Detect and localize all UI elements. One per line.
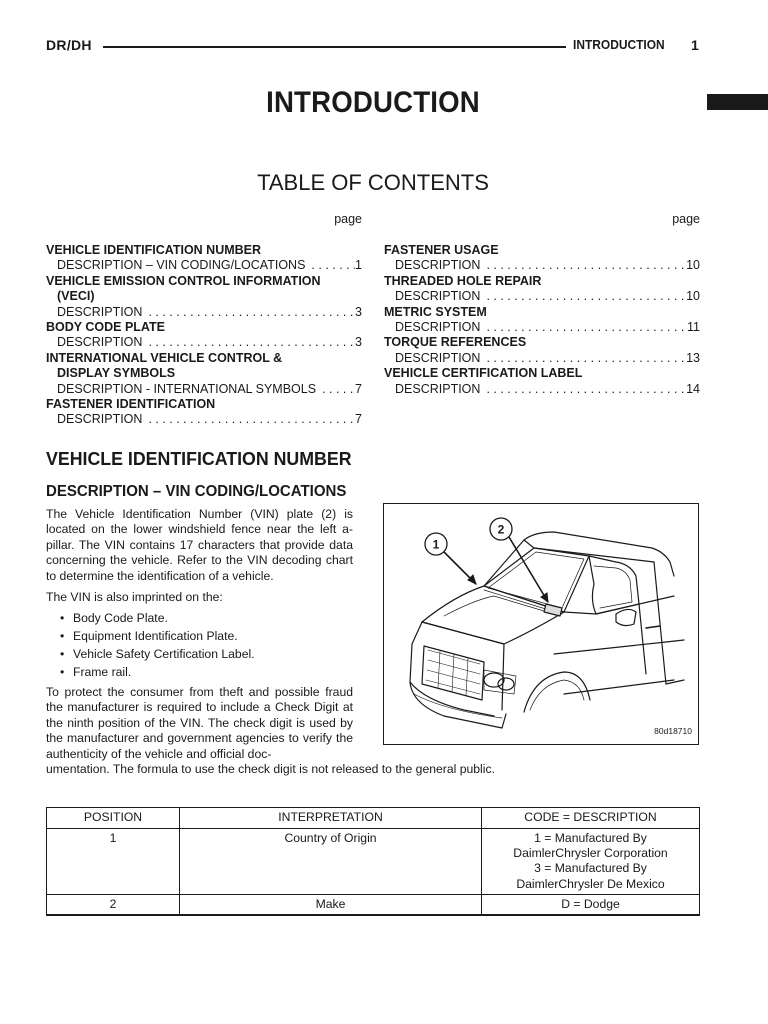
section-heading: VEHICLE IDENTIFICATION NUMBER [46, 448, 352, 469]
toc-heading: VEHICLE CERTIFICATION LABEL [384, 366, 583, 381]
toc-entry-label: DESCRIPTION [57, 304, 143, 319]
col-header-interpretation: INTERPRETATION [180, 808, 482, 829]
pickup-truck-illustration [384, 504, 700, 746]
code-line: 1 = Manufactured By [534, 831, 647, 845]
toc-entry-page: 14 [686, 381, 700, 396]
toc-heading: METRIC SYSTEM [384, 304, 487, 319]
toc-leader-dots [480, 382, 686, 397]
toc-heading: INTERNATIONAL VEHICLE CONTROL & [46, 350, 283, 365]
cell-position: 2 [47, 894, 180, 915]
toc-entry [46, 305, 362, 320]
toc-entry-label: DESCRIPTION [395, 289, 481, 304]
cell-interpretation: Country of Origin [180, 829, 482, 895]
toc-entry [384, 289, 700, 304]
toc-leader-dots [305, 258, 355, 273]
toc-leader-dots [316, 382, 355, 397]
toc-heading: (VECI) [57, 289, 95, 304]
toc-page-label: page [672, 212, 700, 226]
toc-entry-label: DESCRIPTION [395, 350, 481, 365]
toc-entry-label: DESCRIPTION – VIN CODING/LOCATIONS [57, 258, 306, 273]
toc-right-column [384, 212, 700, 397]
toc-entry-page: 11 [687, 320, 700, 335]
toc-leader-dots [142, 412, 355, 427]
toc-heading: THREADED HOLE REPAIR [384, 273, 542, 288]
header-section: INTRODUCTION [573, 37, 665, 52]
toc-leader-dots [480, 289, 686, 304]
code-line: D = Dodge [561, 896, 620, 911]
paragraph-check-digit-end: umentation. The formula to use the check digit is not released to the general public. [46, 762, 495, 776]
list-item: • Vehicle Safety Certification Label. [62, 645, 255, 663]
callout-2-label: 2 [497, 522, 505, 537]
toc-leader-dots [142, 305, 355, 320]
header-rule [103, 46, 566, 48]
cell-position: 1 [47, 829, 180, 895]
toc-entry-label: DESCRIPTION [395, 381, 481, 396]
toc-heading: FASTENER IDENTIFICATION [46, 397, 216, 412]
col-header-code: CODE = DESCRIPTION [482, 808, 700, 829]
figure-code: 80d18710 [654, 726, 692, 736]
paragraph-check-digit: To protect the consumer from theft and possible fraud the manufacturer is required to include a Check Digit at the ninth position of the VIN. The check digit is used by the manufacturer and government agencies to verify the authenticity of the vehicle and official doc- [46, 685, 353, 761]
subsection-heading: DESCRIPTION – VIN CODING/LOCATIONS [46, 483, 347, 500]
toc-entry-page: 3 [355, 335, 362, 350]
toc-title: TABLE OF CONTENTS [257, 170, 489, 195]
toc-heading: TORQUE REFERENCES [384, 335, 527, 350]
toc-page-label: page [334, 212, 362, 226]
table-row [47, 894, 700, 915]
paragraph-vin-imprinted: The VIN is also imprinted on the: [46, 590, 223, 604]
toc-entry [46, 335, 362, 350]
toc-entry [384, 258, 700, 273]
truck-figure [383, 503, 699, 745]
list-item: • Equipment Identification Plate. [62, 627, 255, 645]
toc-entry-page: 10 [686, 289, 700, 304]
toc-entry-label: DESCRIPTION [395, 258, 481, 273]
toc-entry [384, 320, 700, 335]
toc-entry [46, 258, 362, 273]
col-header-position: POSITION [47, 808, 180, 829]
toc-entry-label: DESCRIPTION [57, 335, 143, 350]
toc-leader-dots [480, 351, 686, 366]
toc-entry-page: 1 [355, 258, 362, 273]
toc-leader-dots [480, 320, 687, 335]
vin-decoding-table [46, 807, 700, 916]
toc-entry [384, 382, 700, 397]
toc-heading: FASTENER USAGE [384, 243, 499, 257]
header-model: DR/DH [46, 37, 92, 53]
toc-entry-page: 13 [686, 350, 700, 365]
toc-entry-label: DESCRIPTION [57, 412, 143, 427]
cell-code [482, 829, 700, 895]
paragraph-vin-location: The Vehicle Identification Number (VIN) plate (2) is located on the lower windshield fence near the left a-pillar. The VIN contains 17 characters that provide data concerning the vehicle. Refer to the VIN decoding chart to determine the identification of a vehicle. [46, 507, 353, 583]
toc-entry-label: DESCRIPTION [395, 320, 481, 335]
toc-left-column [46, 212, 362, 428]
cell-code [482, 894, 700, 915]
code-line: DaimlerChrysler Corporation [513, 846, 668, 861]
toc-entry [384, 351, 700, 366]
toc-leader-dots [480, 258, 686, 273]
toc-heading: BODY CODE PLATE [46, 320, 165, 335]
toc-entry-page: 7 [355, 381, 362, 396]
toc-heading: VEHICLE EMISSION CONTROL INFORMATION [46, 273, 321, 288]
page-title: INTRODUCTION [266, 86, 480, 119]
code-line: 3 = Manufactured By [534, 861, 647, 876]
list-item: • Frame rail. [62, 663, 255, 681]
bullet-list [62, 609, 255, 681]
toc-entry [46, 412, 362, 427]
table-row [47, 829, 700, 895]
toc-heading: VEHICLE IDENTIFICATION NUMBER [46, 243, 262, 257]
toc-leader-dots [142, 335, 355, 350]
table-header-row [47, 808, 700, 829]
toc-entry-page: 3 [355, 304, 362, 319]
cell-interpretation: Make [180, 894, 482, 915]
callout-1-label: 1 [432, 537, 440, 552]
code-line: DaimlerChrysler De Mexico [516, 876, 665, 891]
toc-entry-page: 10 [686, 258, 700, 273]
toc-entry-page: 7 [355, 412, 362, 427]
toc-heading: DISPLAY SYMBOLS [57, 366, 176, 381]
header-page-number: 1 [691, 37, 699, 53]
toc-entry [46, 382, 362, 397]
toc-entry-label: DESCRIPTION - INTERNATIONAL SYMBOLS [57, 381, 317, 396]
list-item: • Body Code Plate. [62, 609, 255, 627]
